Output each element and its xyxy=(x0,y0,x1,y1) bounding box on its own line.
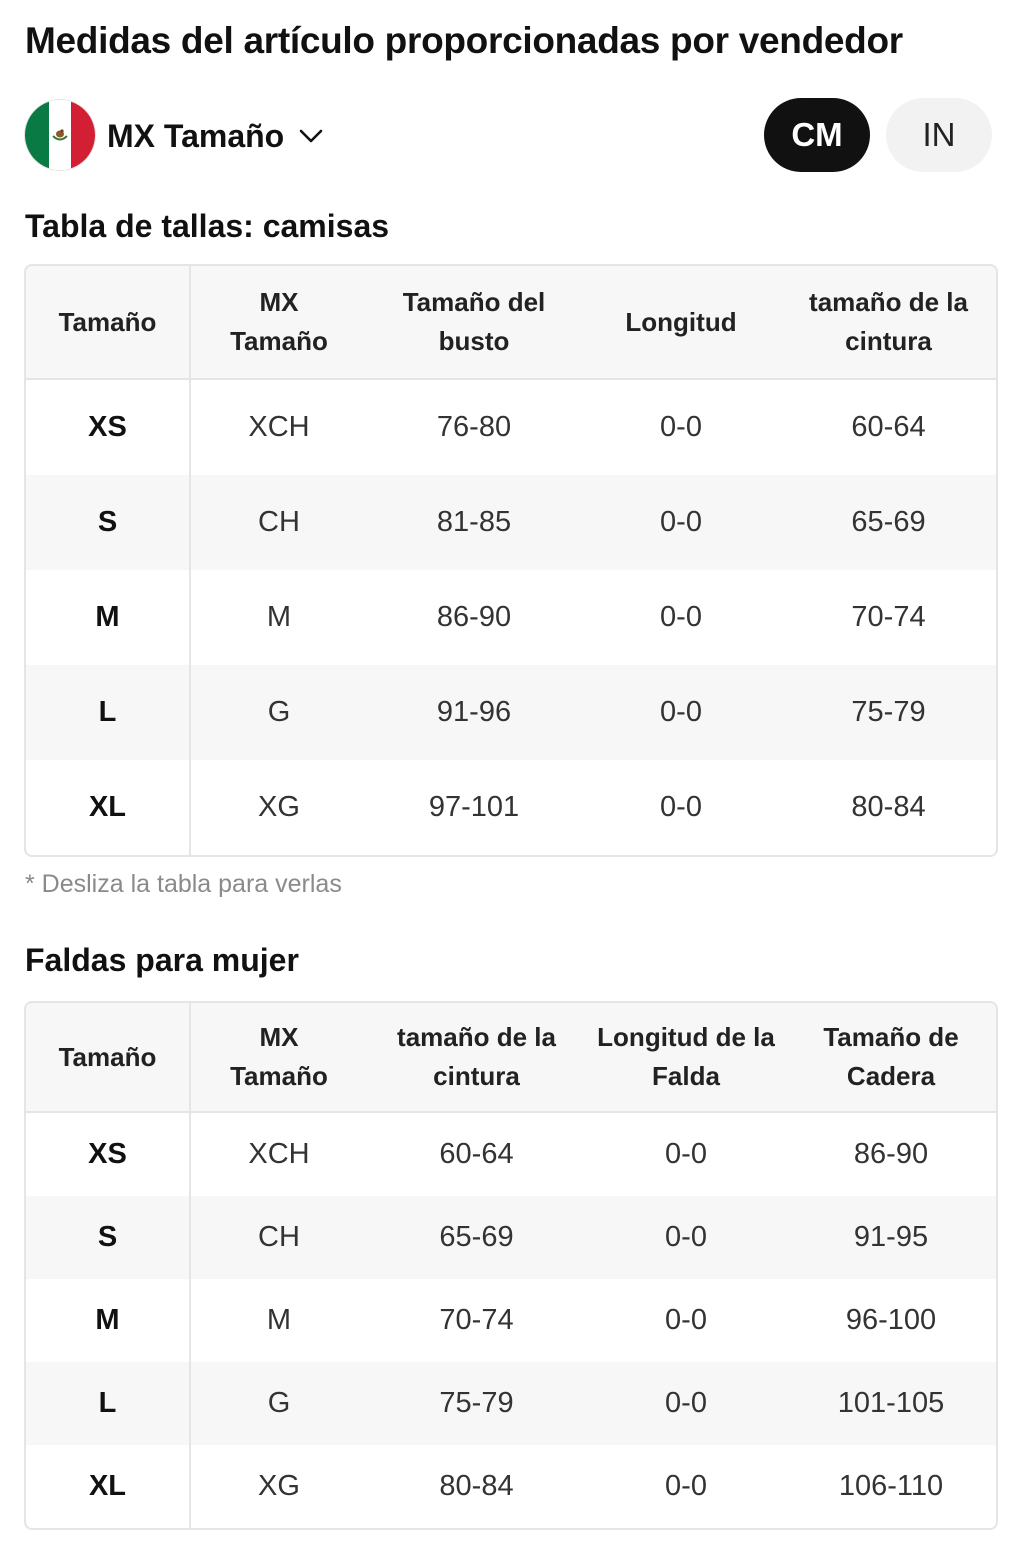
skirts-size-table[interactable] xyxy=(24,1001,998,1530)
table-cell: L xyxy=(26,665,191,760)
column-header: tamaño de la cintura xyxy=(367,1003,586,1113)
table-cell: 0-0 xyxy=(665,1138,707,1170)
table-row xyxy=(26,1279,996,1362)
table-cell: CH xyxy=(191,1196,367,1279)
table-cell: S xyxy=(26,475,191,570)
table-cell: M xyxy=(266,1304,292,1336)
table-cell: XCH xyxy=(248,411,310,443)
size-settings-bar xyxy=(25,98,992,174)
table-cell: 106-110 xyxy=(838,1470,944,1502)
table-cell: 0-0 xyxy=(581,665,781,760)
table-cell: 0-0 xyxy=(660,411,702,443)
table-cell: G xyxy=(191,1362,367,1445)
table-cell: 70-74 xyxy=(439,1304,514,1336)
table-cell: 97-101 xyxy=(428,791,520,823)
table-cell: M xyxy=(266,601,292,633)
table-cell: XG xyxy=(258,791,300,823)
table-cell: 0-0 xyxy=(665,1304,707,1336)
column-header: tamaño de la cintura xyxy=(781,266,996,380)
size-system-label: MX Tamaño xyxy=(107,117,285,154)
table-cell: 80-84 xyxy=(851,791,926,823)
table-cell: 81-85 xyxy=(367,475,581,570)
column-header: Longitud xyxy=(581,266,781,380)
scroll-hint: * Desliza la tabla para verlas xyxy=(25,870,342,898)
table-cell: 91-95 xyxy=(786,1196,996,1279)
unit-in-button[interactable]: IN xyxy=(886,98,992,172)
table-cell: 65-69 xyxy=(781,475,996,570)
table-cell: 60-64 xyxy=(851,411,926,443)
table-row xyxy=(26,1445,996,1528)
table-cell: 0-0 xyxy=(665,1470,707,1502)
table-cell: S xyxy=(26,1196,191,1279)
table-row xyxy=(26,1113,996,1196)
table-row xyxy=(26,380,996,475)
table-header-row xyxy=(26,1003,996,1113)
table-cell: XS xyxy=(26,380,191,475)
table-row xyxy=(26,1362,996,1445)
table-cell: 86-90 xyxy=(853,1138,929,1170)
table-row xyxy=(26,665,996,760)
table-cell: 80-84 xyxy=(439,1470,514,1502)
column-header: Tamaño xyxy=(26,266,191,380)
table-cell: L xyxy=(26,1362,191,1445)
size-system-dropdown[interactable] xyxy=(107,98,324,174)
column-header: MX Tamaño xyxy=(191,1003,367,1113)
table-row xyxy=(26,475,996,570)
table-cell: 86-90 xyxy=(436,601,512,633)
column-header: Tamaño xyxy=(26,1003,191,1113)
table-cell: XL xyxy=(26,760,191,855)
table-cell: XG xyxy=(258,1470,300,1502)
table-cell: 0-0 xyxy=(660,601,702,633)
table-row xyxy=(26,570,996,665)
column-header: Tamaño de Cadera xyxy=(786,1003,996,1113)
page-title: Medidas del artículo proporcionadas por vendedor xyxy=(25,20,903,61)
table-cell: 0-0 xyxy=(660,791,702,823)
table-cell: 91-96 xyxy=(367,665,581,760)
shirts-size-table[interactable] xyxy=(24,264,998,857)
table-header-row xyxy=(26,266,996,380)
table-cell: 96-100 xyxy=(845,1304,937,1336)
table-cell: 75-79 xyxy=(781,665,996,760)
table-cell: 0-0 xyxy=(586,1362,786,1445)
table-cell: M xyxy=(26,570,191,665)
table-cell: 65-69 xyxy=(367,1196,586,1279)
mexico-flag-icon xyxy=(25,100,95,170)
table-cell: CH xyxy=(191,475,367,570)
shirts-table-title: Tabla de tallas: camisas xyxy=(25,208,390,244)
table-cell: G xyxy=(191,665,367,760)
unit-toggle xyxy=(764,98,992,172)
skirts-table-title: Faldas para mujer xyxy=(25,942,299,978)
table-cell: 60-64 xyxy=(439,1138,514,1170)
table-cell: XS xyxy=(26,1113,191,1196)
table-cell: XCH xyxy=(248,1138,310,1170)
table-cell: 101-105 xyxy=(786,1362,996,1445)
table-cell: 0-0 xyxy=(581,475,781,570)
table-row xyxy=(26,760,996,855)
column-header: Longitud de la Falda xyxy=(586,1003,786,1113)
table-cell: 0-0 xyxy=(586,1196,786,1279)
table-row xyxy=(26,1196,996,1279)
table-cell: 75-79 xyxy=(367,1362,586,1445)
table-cell: M xyxy=(26,1279,191,1362)
table-cell: XL xyxy=(26,1445,191,1528)
column-header: MX Tamaño xyxy=(191,266,367,380)
table-cell: 70-74 xyxy=(851,601,926,633)
unit-cm-button[interactable]: CM xyxy=(764,98,870,172)
table-cell: 76-80 xyxy=(436,411,512,443)
column-header: Tamaño del busto xyxy=(367,266,581,380)
chevron-down-icon xyxy=(298,128,324,144)
